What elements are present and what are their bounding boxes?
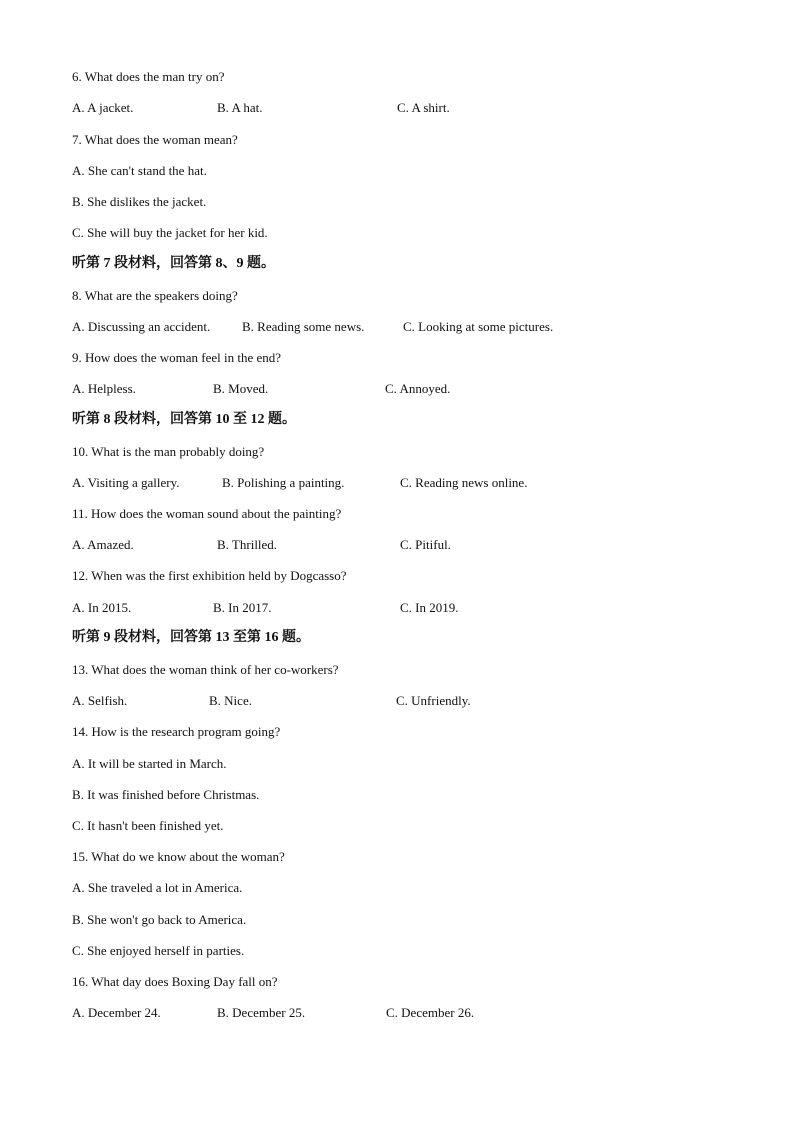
option-16c: C. December 26. (386, 1005, 475, 1020)
option-10c: C. Reading news online. (400, 475, 528, 490)
option-7b: B. She dislikes the jacket. (72, 194, 207, 209)
option-13a: A. Selfish. (72, 693, 128, 708)
option-16b: B. December 25. (217, 1005, 306, 1020)
options-9 (72, 381, 672, 397)
question-7: 7. What does the woman mean? (72, 132, 238, 147)
option-14b: B. It was finished before Christmas. (72, 787, 260, 802)
option-12a: A. In 2015. (72, 600, 132, 615)
option-7a: A. She can't stand the hat. (72, 163, 207, 178)
option-11c: C. Pitiful. (400, 537, 451, 552)
option-14a: A. It will be started in March. (72, 756, 227, 771)
option-8a: A. Discussing an accident. (72, 319, 211, 334)
question-12: 12. When was the first exhibition held by Dogcasso? (72, 568, 347, 583)
options-6 (72, 100, 672, 116)
option-7c: C. She will buy the jacket for her kid. (72, 225, 268, 240)
options-13 (72, 693, 672, 709)
option-11a: A. Amazed. (72, 537, 134, 552)
option-6a: A. A jacket. (72, 100, 134, 115)
option-13b: B. Nice. (209, 693, 252, 708)
option-6b: B. A hat. (217, 100, 263, 115)
option-15b: B. She won't go back to America. (72, 912, 247, 927)
options-8 (72, 319, 692, 335)
options-11 (72, 537, 672, 553)
option-15c: C. She enjoyed herself in parties. (72, 943, 245, 958)
option-15a: A. She traveled a lot in America. (72, 880, 243, 895)
option-13c: C. Unfriendly. (396, 693, 471, 708)
option-14c: C. It hasn't been finished yet. (72, 818, 224, 833)
section-heading-9: 听第 9 段材料，回答第 13 至第 16 题。 (72, 630, 310, 645)
option-12b: B. In 2017. (213, 600, 272, 615)
question-15: 15. What do we know about the woman? (72, 849, 285, 864)
options-10 (72, 475, 692, 491)
option-6c: C. A shirt. (397, 100, 450, 115)
question-9: 9. How does the woman feel in the end? (72, 350, 282, 365)
section-heading-8: 听第 8 段材料，回答第 10 至 12 题。 (72, 412, 296, 427)
option-8c: C. Looking at some pictures. (403, 319, 554, 334)
question-13: 13. What does the woman think of her co-workers? (72, 662, 339, 677)
question-11: 11. How does the woman sound about the painting? (72, 506, 342, 521)
question-10: 10. What is the man probably doing? (72, 444, 265, 459)
question-8: 8. What are the speakers doing? (72, 288, 238, 303)
options-16 (72, 1005, 672, 1021)
option-10b: B. Polishing a painting. (222, 475, 345, 490)
option-12c: C. In 2019. (400, 600, 459, 615)
section-heading-7: 听第 7 段材料，回答第 8、9 题。 (72, 256, 275, 271)
option-16a: A. December 24. (72, 1005, 161, 1020)
options-12 (72, 600, 672, 616)
question-6: 6. What does the man try on? (72, 69, 225, 84)
option-10a: A. Visiting a gallery. (72, 475, 180, 490)
option-8b: B. Reading some news. (242, 319, 365, 334)
option-9c: C. Annoyed. (385, 381, 451, 396)
option-11b: B. Thrilled. (217, 537, 278, 552)
question-16: 16. What day does Boxing Day fall on? (72, 974, 278, 989)
option-9a: A. Helpless. (72, 381, 136, 396)
option-9b: B. Moved. (213, 381, 269, 396)
question-14: 14. How is the research program going? (72, 724, 281, 739)
